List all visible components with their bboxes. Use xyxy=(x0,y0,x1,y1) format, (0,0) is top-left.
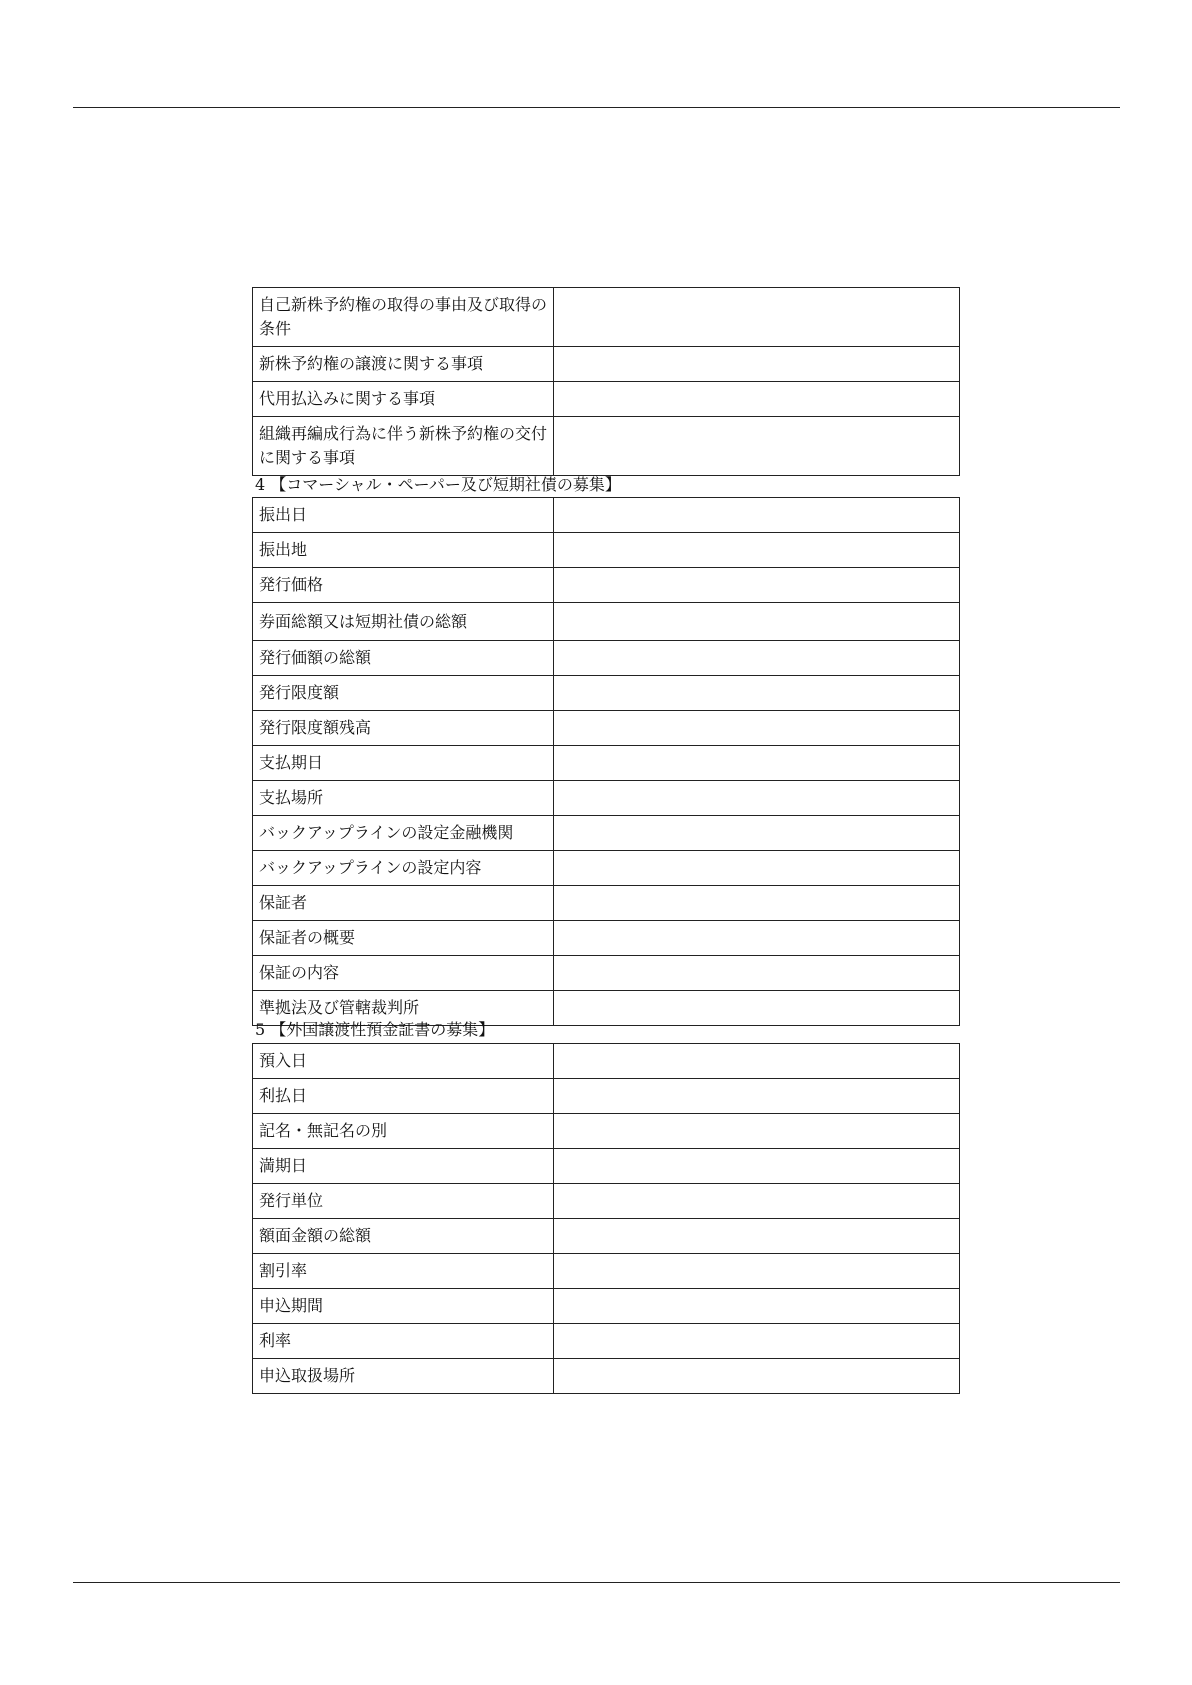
table-row xyxy=(253,568,960,603)
table-row xyxy=(253,1254,960,1289)
table-row xyxy=(253,886,960,921)
stock-option-table xyxy=(252,287,960,476)
row-value xyxy=(554,956,960,991)
row-label: 発行価額の総額 xyxy=(253,641,554,676)
row-value xyxy=(554,1254,960,1289)
table-row xyxy=(253,816,960,851)
table-row xyxy=(253,417,960,476)
row-value xyxy=(554,991,960,1026)
row-value xyxy=(554,1044,960,1079)
table-row xyxy=(253,1114,960,1149)
row-label: バックアップラインの設定金融機関 xyxy=(253,816,554,851)
row-label: 発行単位 xyxy=(253,1184,554,1219)
table-row xyxy=(253,603,960,641)
table-row xyxy=(253,676,960,711)
table-row xyxy=(253,956,960,991)
row-label: 代用払込みに関する事項 xyxy=(253,382,554,417)
row-value xyxy=(554,347,960,382)
row-value xyxy=(554,1079,960,1114)
deposit-certificate-table xyxy=(252,1043,960,1394)
row-value xyxy=(554,382,960,417)
table-row xyxy=(253,498,960,533)
table-row xyxy=(253,851,960,886)
table-row xyxy=(253,1184,960,1219)
row-label: 保証者 xyxy=(253,886,554,921)
table-row xyxy=(253,711,960,746)
row-label: 自己新株予約権の取得の事由及び取得の条件 xyxy=(253,288,554,347)
row-value xyxy=(554,1289,960,1324)
table-row xyxy=(253,1079,960,1114)
footer-rule xyxy=(73,1582,1120,1583)
table-row xyxy=(253,1219,960,1254)
row-label: 申込取扱場所 xyxy=(253,1359,554,1394)
row-value xyxy=(554,288,960,347)
row-label: 申込期間 xyxy=(253,1289,554,1324)
table-row xyxy=(253,781,960,816)
row-value xyxy=(554,533,960,568)
table-row xyxy=(253,641,960,676)
row-label: 保証者の概要 xyxy=(253,921,554,956)
row-label: 振出地 xyxy=(253,533,554,568)
row-value xyxy=(554,711,960,746)
row-value xyxy=(554,1184,960,1219)
table-row xyxy=(253,1289,960,1324)
row-value xyxy=(554,498,960,533)
row-label: 預入日 xyxy=(253,1044,554,1079)
row-label: バックアップラインの設定内容 xyxy=(253,851,554,886)
table-row xyxy=(253,382,960,417)
table-row xyxy=(253,533,960,568)
table-row xyxy=(253,1149,960,1184)
row-value xyxy=(554,1149,960,1184)
row-value xyxy=(554,921,960,956)
row-label: 券面総額又は短期社債の総額 xyxy=(253,603,554,641)
row-value xyxy=(554,417,960,476)
row-value xyxy=(554,568,960,603)
row-label: 支払場所 xyxy=(253,781,554,816)
section-heading-cp: 4 【コマーシャル・ペーパー及び短期社債の募集】 xyxy=(255,475,621,494)
row-value xyxy=(554,781,960,816)
row-label: 振出日 xyxy=(253,498,554,533)
row-value xyxy=(554,603,960,641)
table-row xyxy=(253,347,960,382)
section-heading-cd: 5 【外国譲渡性預金証書の募集】 xyxy=(255,1020,495,1039)
row-label: 発行限度額 xyxy=(253,676,554,711)
row-label: 組織再編成行為に伴う新株予約権の交付に関する事項 xyxy=(253,417,554,476)
row-label: 発行価格 xyxy=(253,568,554,603)
row-label: 発行限度額残高 xyxy=(253,711,554,746)
row-value xyxy=(554,851,960,886)
row-label: 満期日 xyxy=(253,1149,554,1184)
row-value xyxy=(554,1114,960,1149)
row-value xyxy=(554,1219,960,1254)
row-value xyxy=(554,676,960,711)
row-value xyxy=(554,746,960,781)
row-label: 割引率 xyxy=(253,1254,554,1289)
row-value xyxy=(554,641,960,676)
row-label: 保証の内容 xyxy=(253,956,554,991)
table-row xyxy=(253,1324,960,1359)
header-rule xyxy=(73,107,1120,108)
row-label: 記名・無記名の別 xyxy=(253,1114,554,1149)
row-label: 支払期日 xyxy=(253,746,554,781)
row-value xyxy=(554,816,960,851)
table-row xyxy=(253,1359,960,1394)
table-row xyxy=(253,746,960,781)
row-label: 額面金額の総額 xyxy=(253,1219,554,1254)
table-row xyxy=(253,288,960,347)
row-label: 準拠法及び管轄裁判所 xyxy=(253,991,554,1026)
row-value xyxy=(554,1359,960,1394)
row-label: 新株予約権の譲渡に関する事項 xyxy=(253,347,554,382)
commercial-paper-table xyxy=(252,497,960,1026)
row-label: 利率 xyxy=(253,1324,554,1359)
row-value xyxy=(554,1324,960,1359)
table-row xyxy=(253,921,960,956)
table-row xyxy=(253,1044,960,1079)
row-value xyxy=(554,886,960,921)
row-label: 利払日 xyxy=(253,1079,554,1114)
